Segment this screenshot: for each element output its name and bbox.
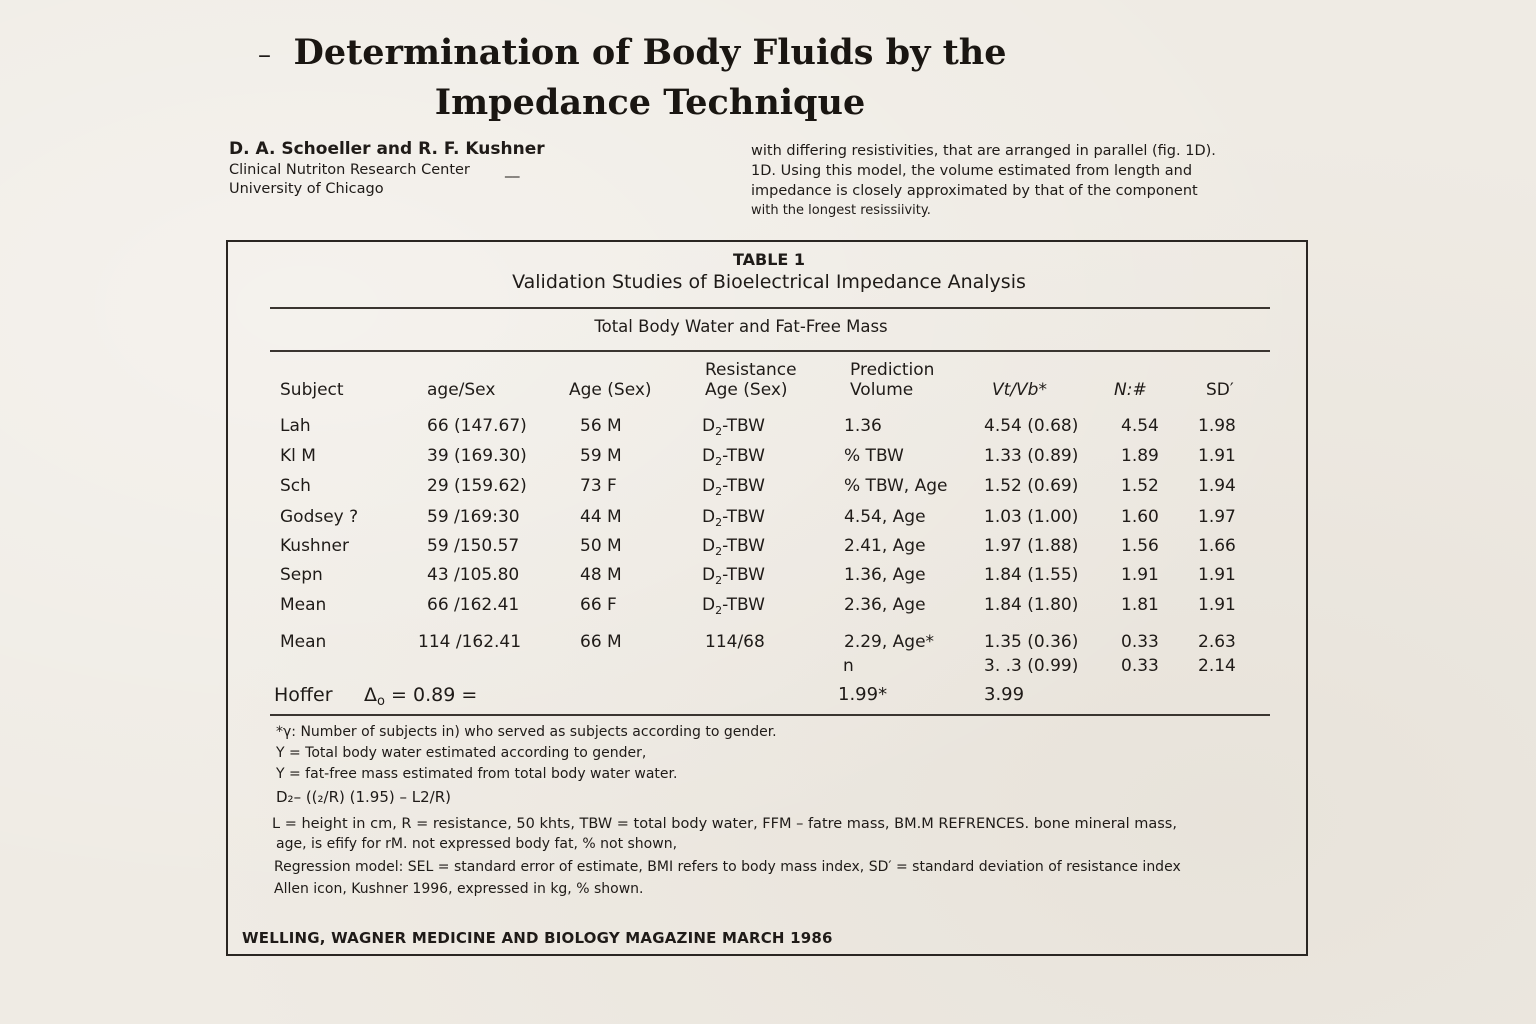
method-rest: -TBW <box>722 446 765 466</box>
cell-sd: 1.98 <box>1198 416 1236 436</box>
cell-sd: 1.66 <box>1198 536 1236 556</box>
table-note: Y = fat-free mass estimated from total body water water. <box>276 766 678 782</box>
cell-sd: 1.94 <box>1198 476 1236 496</box>
header-age-sex: age/Sex <box>427 380 496 400</box>
header-age-sex-2: Age (Sex) <box>569 380 652 400</box>
hoffer-vt-vb: 3.99 <box>984 684 1025 705</box>
method-main: D <box>702 476 716 496</box>
cell-n: 4.54 <box>1121 416 1159 436</box>
extra-prediction: n <box>843 656 854 676</box>
cell-prediction: 2.36, Age <box>844 595 926 615</box>
cell-n: 0.33 <box>1121 632 1159 652</box>
cell-subject: Kushner <box>280 536 349 556</box>
cell-subject: Mean <box>280 632 327 652</box>
method-main: D <box>702 416 716 436</box>
cell-vt-vb: 1.84 (1.80) <box>984 595 1079 615</box>
table-note: L = height in cm, R = resistance, 50 khts, TBW = total body water, FFM – fatre mass, BM.M REFRENCES. bone mineral mass, <box>272 816 1177 832</box>
method-main: 114/68 <box>705 632 765 652</box>
cell-vt-vb: 4.54 (0.68) <box>984 416 1079 436</box>
cell-prediction: 4.54, Age <box>844 507 926 527</box>
delta-subscript: o <box>377 694 385 709</box>
cell-sd: 1.91 <box>1198 595 1236 615</box>
journal-footer: WELLING, WAGNER MEDICINE AND BIOLOGY MAGAZINE MARCH 1986 <box>242 929 833 947</box>
intro-paragraph <box>751 141 1311 221</box>
method-subscript: 2 <box>715 516 723 529</box>
extra-sd: 2.14 <box>1198 656 1236 676</box>
table-label: TABLE 1 <box>732 250 806 269</box>
table-rule <box>270 714 1270 716</box>
cell-age-sex: 59 /150.57 <box>427 536 520 556</box>
cell-age-sex-2: 66 M <box>580 632 622 652</box>
method-subscript: 2 <box>715 425 723 438</box>
cell-method <box>702 536 765 556</box>
table-rule <box>270 307 1270 309</box>
extra-n: 0.33 <box>1121 656 1159 676</box>
method-main: D <box>702 565 716 585</box>
method-rest: -TBW <box>722 507 765 527</box>
cell-age-sex-2: 48 M <box>580 565 622 585</box>
cell-method <box>705 632 765 652</box>
method-rest: -TBW <box>722 595 765 615</box>
cell-prediction: 2.41, Age <box>844 536 926 556</box>
cell-age-sex: 66 /162.41 <box>427 595 520 615</box>
method-main: D <box>702 507 716 527</box>
authors: D. A. Schoeller and R. F. Kushner <box>229 139 545 159</box>
cell-age-sex-2: 44 M <box>580 507 622 527</box>
method-main: D <box>702 595 716 615</box>
header-resistance <box>705 360 797 400</box>
article-title <box>220 28 1080 128</box>
header-prediction-line-1: Prediction <box>850 360 935 380</box>
cell-prediction: 1.36 <box>844 416 882 436</box>
cell-age-sex-2: 73 F <box>580 476 617 496</box>
hoffer-prediction: 1.99* <box>838 684 888 705</box>
cell-vt-vb: 1.52 (0.69) <box>984 476 1079 496</box>
extra-vt-vb: 3. .3 (0.99) <box>984 656 1079 676</box>
cell-subject: Sepn <box>280 565 323 585</box>
header-sd: SD′ <box>1206 380 1234 400</box>
affiliation-line-2: University of Chicago <box>229 181 384 197</box>
cell-age-sex: 43 /105.80 <box>427 565 520 585</box>
intro-line: with differing resistivities, that are arranged in parallel (fig. 1D). <box>751 143 1216 159</box>
intro-line: 1D. Using this model, the volume estimated from length and <box>751 163 1193 179</box>
cell-subject: Kl M <box>280 446 316 466</box>
method-subscript: 2 <box>715 545 723 558</box>
affiliation-dash: __ <box>505 162 520 178</box>
cell-method <box>702 595 765 615</box>
hoffer-equation <box>364 684 478 709</box>
cell-subject: Mean <box>280 595 327 615</box>
table-rule <box>270 350 1270 352</box>
delta-symbol: Δ <box>364 684 377 706</box>
method-rest: -TBW <box>722 565 765 585</box>
table-subtitle: Total Body Water and Fat-Free Mass <box>594 317 888 336</box>
cell-prediction: 2.29, Age* <box>844 632 935 652</box>
cell-age-sex-2: 66 F <box>580 595 617 615</box>
header-vt-vb: Vt/Vb* <box>992 380 1047 400</box>
header-prediction-line-2: Volume <box>850 380 914 400</box>
cell-subject: Sch <box>280 476 311 496</box>
method-subscript: 2 <box>715 574 723 587</box>
method-subscript: 2 <box>715 485 723 498</box>
method-main: D <box>702 536 716 556</box>
cell-n: 1.91 <box>1121 565 1159 585</box>
method-rest: -TBW <box>722 416 765 436</box>
cell-method <box>702 416 765 436</box>
table-note: *γ: Number of subjects in) who served as subjects according to gender. <box>276 724 777 740</box>
method-subscript: 2 <box>715 455 723 468</box>
cell-vt-vb: 1.33 (0.89) <box>984 446 1079 466</box>
cell-n: 1.60 <box>1121 507 1159 527</box>
table-note: age, is efify for rM. not expressed body fat, % not shown, <box>276 836 678 852</box>
cell-age-sex: 114 /162.41 <box>418 632 522 652</box>
method-main: D <box>702 446 716 466</box>
method-rest: -TBW <box>722 536 765 556</box>
cell-vt-vb: 1.84 (1.55) <box>984 565 1079 585</box>
cell-subject: Lah <box>280 416 311 436</box>
cell-method <box>702 565 765 585</box>
cell-age-sex: 66 (147.67) <box>427 416 527 436</box>
table-note: Regression model: SEL = standard error of estimate, BMI refers to body mass index, SD′ = standard deviation of resistance index <box>274 859 1181 875</box>
cell-n: 1.81 <box>1121 595 1159 615</box>
cell-vt-vb: 1.03 (1.00) <box>984 507 1079 527</box>
cell-age-sex: 39 (169.30) <box>427 446 527 466</box>
cell-vt-vb: 1.97 (1.88) <box>984 536 1079 556</box>
hoffer-label: Hoffer <box>274 684 333 706</box>
table-note: Y = Total body water estimated according to gender, <box>276 745 647 761</box>
cell-age-sex: 59 /169:30 <box>427 507 520 527</box>
table-title: Validation Studies of Bioelectrical Impedance Analysis <box>512 271 1026 293</box>
cell-method <box>702 446 765 466</box>
header-resistance-line-2: Age (Sex) <box>705 380 788 400</box>
cell-prediction: 1.36, Age <box>844 565 926 585</box>
cell-age-sex-2: 50 M <box>580 536 622 556</box>
cell-sd: 2.63 <box>1198 632 1236 652</box>
header-resistance-line-1: Resistance <box>705 360 797 380</box>
cell-method <box>702 507 765 527</box>
table-note: Allen icon, Kushner 1996, expressed in kg, % shown. <box>274 881 644 897</box>
affiliation-line-1: Clinical Nutriton Research Center <box>229 162 470 178</box>
table-note: D₂– ((₂/R) (1.95) – L2/R) <box>276 788 452 806</box>
cell-subject: Godsey ? <box>280 507 359 527</box>
cell-sd: 1.91 <box>1198 565 1236 585</box>
cell-vt-vb: 1.35 (0.36) <box>984 632 1079 652</box>
header-prediction <box>850 360 934 400</box>
title-line-2: Impedance Technique <box>434 82 866 123</box>
cell-method <box>702 476 765 496</box>
hoffer-value: = 0.89 = <box>391 684 478 706</box>
cell-n: 1.52 <box>1121 476 1159 496</box>
title-line-1: Determination of Body Fluids by the <box>293 32 1007 73</box>
cell-prediction: % TBW <box>844 446 904 466</box>
cell-age-sex-2: 56 M <box>580 416 622 436</box>
cell-n: 1.56 <box>1121 536 1159 556</box>
cell-sd: 1.91 <box>1198 446 1236 466</box>
method-subscript: 2 <box>715 604 723 617</box>
cell-n: 1.89 <box>1121 446 1159 466</box>
title-dash: – <box>258 40 271 70</box>
cell-age-sex-2: 59 M <box>580 446 622 466</box>
cell-age-sex: 29 (159.62) <box>427 476 527 496</box>
table-1 <box>226 240 1308 956</box>
intro-line: with the longest resissiivity. <box>751 203 931 218</box>
intro-line: impedance is closely approximated by that of the component <box>751 183 1198 199</box>
cell-sd: 1.97 <box>1198 507 1236 527</box>
method-rest: -TBW <box>722 476 765 496</box>
cell-prediction: % TBW, Age <box>844 476 948 496</box>
header-n: N:# <box>1114 380 1147 400</box>
header-subject: Subject <box>280 380 344 400</box>
